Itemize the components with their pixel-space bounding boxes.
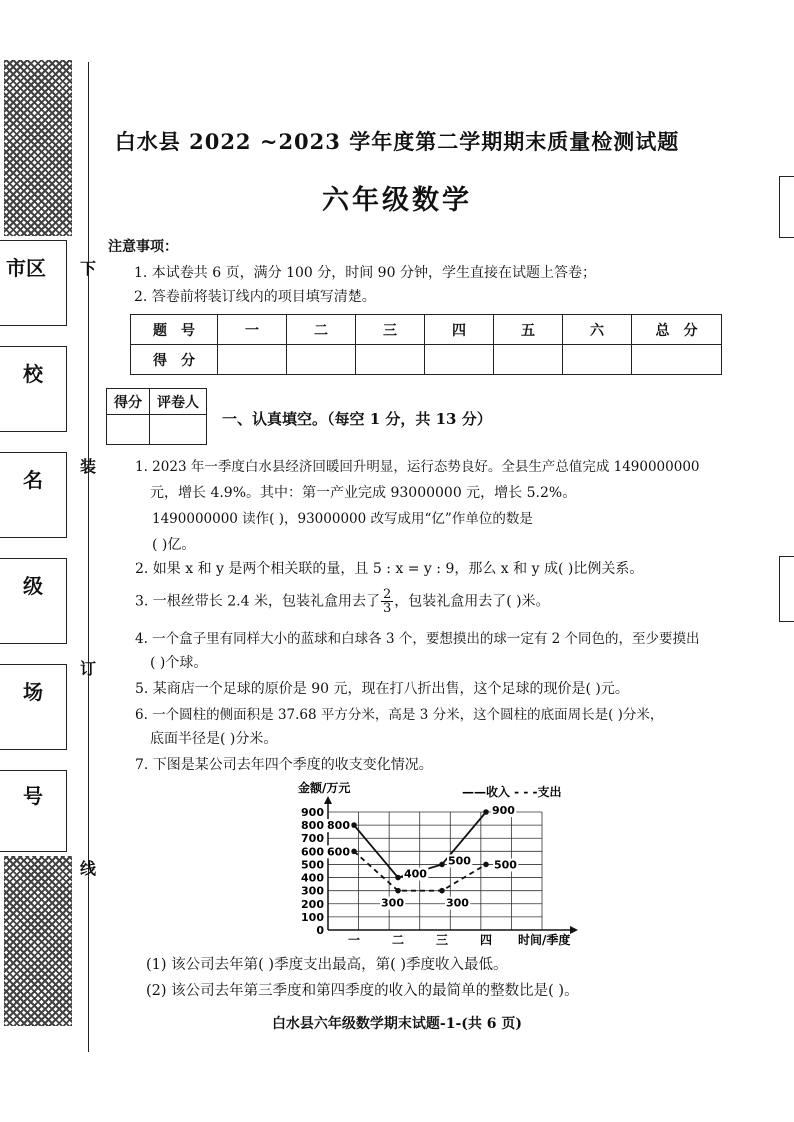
notice-heading: 注意事项：: [108, 239, 178, 255]
binding-char-4: 线: [79, 859, 96, 878]
score-cell-2[interactable]: [287, 345, 356, 375]
series-1-point-1: [395, 888, 401, 894]
y-tick-label-7: 700: [301, 832, 324, 846]
score-table-row-label: 得 分: [131, 345, 218, 375]
series-1-data-label-0: 600: [327, 845, 350, 859]
y-tick-label-9: 900: [301, 806, 324, 819]
series-0-point-1: [395, 875, 401, 881]
score-col-4: 四: [425, 315, 494, 345]
score-col-2: 二: [287, 315, 356, 345]
q3-post: ，包装礼盒用去了( )米。: [394, 593, 550, 610]
score-col-3: 三: [356, 315, 425, 345]
score-cell-5[interactable]: [494, 345, 563, 375]
exam-title: 白水县 2022 ~2023 学年度第二学期期末质量检测试题: [114, 129, 680, 154]
binding-char-2: 装: [79, 457, 96, 476]
binding-char-1: 下: [79, 259, 96, 278]
series-0-data-label-0: 800: [327, 819, 350, 833]
grader-box: [106, 388, 207, 445]
binding-char-3: 订: [79, 659, 96, 678]
score-cell-total[interactable]: [632, 345, 722, 375]
q7-sub2: (2) 该公司去年第三季度和第四季度的收入的最简单的整数比是( )。: [146, 983, 579, 999]
q1-line1: 1. 2023 年一季度白水县经济回暖回升明显，运行态势良好。全县生产总值完成 1490000000: [135, 459, 700, 475]
notice-item-2: 2. 答卷前将装订线内的项目填写清楚。: [134, 289, 376, 305]
series-1-data-label-3: 500: [494, 858, 517, 872]
q1-line3: 1490000000 读作( )，93000000 改写成用“亿”作单位的数是: [152, 511, 533, 527]
field-label-school: 校: [23, 362, 43, 386]
score-cell-1[interactable]: [218, 345, 287, 375]
score-cell-4[interactable]: [425, 345, 494, 375]
y-axis-arrow: [324, 796, 332, 804]
q1-line4: ( )亿。: [152, 537, 196, 553]
series-1-data-label-2: 300: [446, 896, 469, 910]
q2: 2. 如果 x 和 y 是两个相关联的量，且 5 : x = y : 9，那么 x 和 y 成( )比例关系。: [135, 561, 644, 577]
grader-score-cell[interactable]: [107, 415, 150, 445]
score-col-1: 一: [218, 315, 287, 345]
series-0-point-0: [351, 822, 357, 828]
y-tick-label-6: 600: [301, 845, 324, 859]
grader-score-label: 得分: [107, 389, 150, 415]
score-col-total: 总 分: [632, 315, 722, 345]
q7: 7. 下图是某公司去年四个季度的收支变化情况。: [135, 757, 433, 773]
field-label-seat: 号: [23, 784, 43, 808]
chart-x-tick-labels: [348, 933, 492, 947]
score-cell-6[interactable]: [563, 345, 632, 375]
q7-sub1: (1) 该公司去年第( )季度支出最高，第( )季度收入最低。: [146, 957, 508, 973]
series-1-point-2: [439, 888, 445, 894]
subject-title: 六年级数学: [322, 185, 472, 216]
chart-y-tick-labels: [301, 806, 324, 937]
score-table-header-label: 题 号: [131, 315, 218, 345]
score-table: [130, 314, 722, 375]
q3-pre: 3. 一根丝带长 2.4 米，包装礼盒用去了: [135, 593, 380, 610]
q3-denominator: 3: [382, 601, 392, 616]
y-tick-label-0: 0: [316, 924, 324, 937]
series-0-point-2: [439, 862, 445, 868]
q4-line2: ( )个球。: [150, 655, 208, 671]
field-label-district: 市区: [6, 256, 46, 280]
right-edge-box-2: [779, 556, 794, 622]
chart-ylabel: 金额/万元: [298, 781, 351, 795]
section1-title: 一、认真填空。（每空 1 分，共 13 分）: [222, 410, 492, 428]
field-label-room: 场: [23, 680, 43, 704]
q3: [135, 588, 550, 615]
q5: 5. 某商店一个足球的原价是 90 元，现在打八折出售，这个足球的现价是( )元。: [135, 681, 629, 697]
q3-fraction: [381, 588, 393, 615]
chart-xlabel: 时间/季度: [518, 933, 571, 947]
binding-pattern-bottom: [4, 856, 72, 1026]
x-tick-label-1: 二: [391, 933, 405, 947]
score-cell-3[interactable]: [356, 345, 425, 375]
y-tick-label-2: 200: [301, 897, 324, 911]
series-0-data-label-1: 400: [404, 867, 427, 881]
score-col-6: 六: [563, 315, 632, 345]
chart-legend: ——收入 - - -支出: [462, 785, 562, 799]
series-0-point-3: [483, 809, 489, 815]
score-col-5: 五: [494, 315, 563, 345]
grader-name-cell[interactable]: [150, 415, 207, 445]
series-0-data-label-2: 500: [448, 854, 471, 868]
income-expense-chart: [290, 778, 590, 950]
chart-series: [326, 804, 518, 910]
y-tick-label-3: 300: [301, 884, 324, 898]
q1-line2: 元，增长 4.9%。其中：第一产业完成 93000000 元，增长 5.2%。: [150, 485, 577, 501]
x-tick-label-3: 四: [479, 933, 493, 947]
grader-name-label: 评卷人: [150, 389, 207, 415]
y-tick-label-8: 800: [301, 819, 324, 833]
x-tick-label-2: 三: [435, 933, 449, 947]
series-1-point-0: [351, 849, 357, 855]
q6-line2: 底面半径是( )分米。: [150, 731, 278, 747]
series-0-data-label-3: 900: [492, 804, 515, 817]
field-label-class: 级: [23, 574, 43, 598]
q3-numerator: 2: [382, 587, 392, 602]
y-tick-label-4: 400: [301, 871, 324, 885]
series-1-point-3: [483, 862, 489, 868]
x-axis-arrow: [570, 926, 578, 934]
field-label-name: 名: [23, 468, 43, 492]
x-tick-label-0: 一: [347, 933, 361, 947]
page-footer: 白水县六年级数学期末试题-1-(共 6 页): [271, 1016, 523, 1032]
y-tick-label-1: 100: [301, 910, 324, 924]
q6-line1: 6. 一个圆柱的侧面积是 37.68 平方分米，高是 3 分米，这个圆柱的底面周长是( )分米，: [135, 707, 664, 723]
series-1-data-label-1: 300: [381, 896, 404, 910]
y-tick-label-5: 500: [301, 858, 324, 872]
q4-line1: 4. 一个盒子里有同样大小的蓝球和白球各 3 个，要想摸出的球一定有 2 个同色的，至少要摸出: [135, 631, 700, 647]
notice-item-1: 1. 本试卷共 6 页，满分 100 分，时间 90 分钟，学生直接在试题上答卷；: [134, 265, 596, 281]
